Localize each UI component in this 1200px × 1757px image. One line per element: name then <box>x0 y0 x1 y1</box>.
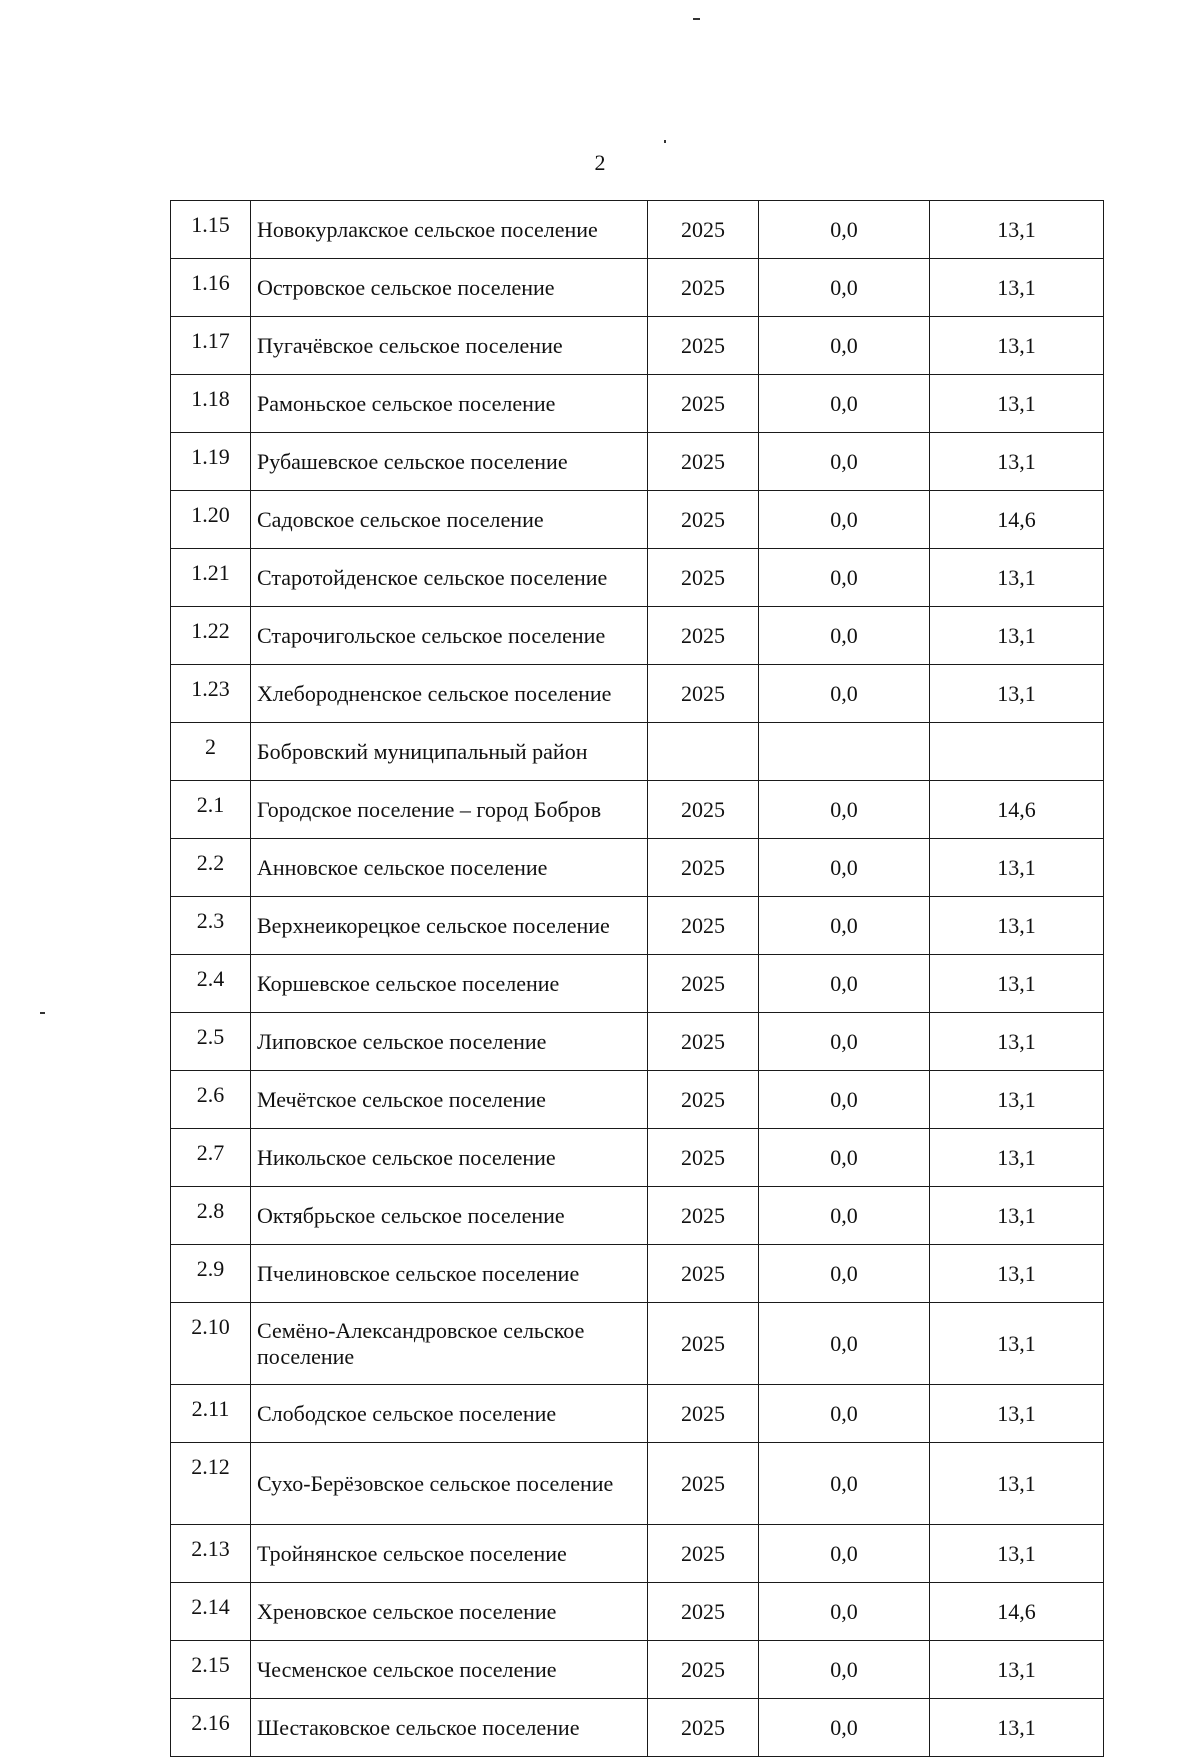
row-number: 2.4 <box>171 955 251 1013</box>
value-1-cell: 0,0 <box>759 1013 930 1071</box>
settlement-name: Хреновское сельское поселение <box>251 1583 648 1641</box>
table-row <box>171 1129 1104 1187</box>
table-row <box>171 549 1104 607</box>
value-2-cell: 13,1 <box>930 375 1104 433</box>
scan-speck <box>40 1012 45 1014</box>
row-number: 2.6 <box>171 1071 251 1129</box>
settlement-name: Рубашевское сельское поселение <box>251 433 648 491</box>
table-row <box>171 1303 1104 1385</box>
value-2-cell: 13,1 <box>930 1187 1104 1245</box>
row-number: 1.17 <box>171 317 251 375</box>
row-number: 1.18 <box>171 375 251 433</box>
year-cell: 2025 <box>648 1443 759 1525</box>
settlement-name: Тройнянское сельское поселение <box>251 1525 648 1583</box>
table-row <box>171 897 1104 955</box>
value-2-cell: 14,6 <box>930 491 1104 549</box>
value-2-cell: 13,1 <box>930 955 1104 1013</box>
row-number: 2.7 <box>171 1129 251 1187</box>
year-cell: 2025 <box>648 1385 759 1443</box>
scan-speck <box>693 18 700 20</box>
value-1-cell: 0,0 <box>759 1443 930 1525</box>
value-2-cell: 13,1 <box>930 1245 1104 1303</box>
settlement-name: Семёно-Александровское сельское поселение <box>251 1303 648 1385</box>
value-2-cell: 13,1 <box>930 897 1104 955</box>
table-row <box>171 955 1104 1013</box>
value-1-cell: 0,0 <box>759 1245 930 1303</box>
scan-speck <box>664 140 666 143</box>
table-row <box>171 1443 1104 1525</box>
year-cell: 2025 <box>648 1013 759 1071</box>
year-cell: 2025 <box>648 201 759 259</box>
year-cell: 2025 <box>648 549 759 607</box>
settlement-name: Пугачёвское сельское поселение <box>251 317 648 375</box>
row-number: 2.2 <box>171 839 251 897</box>
value-1-cell: 0,0 <box>759 1525 930 1583</box>
row-number: 2.15 <box>171 1641 251 1699</box>
value-1-cell: 0,0 <box>759 201 930 259</box>
row-number: 2.9 <box>171 1245 251 1303</box>
settlement-name: Никольское сельское поселение <box>251 1129 648 1187</box>
value-1-cell: 0,0 <box>759 491 930 549</box>
page-number: 2 <box>594 150 606 175</box>
year-cell: 2025 <box>648 433 759 491</box>
year-cell <box>648 723 759 781</box>
value-1-cell: 0,0 <box>759 259 930 317</box>
table-row <box>171 839 1104 897</box>
table-row <box>171 1013 1104 1071</box>
table-row <box>171 1641 1104 1699</box>
year-cell: 2025 <box>648 317 759 375</box>
year-cell: 2025 <box>648 375 759 433</box>
table-row <box>171 665 1104 723</box>
row-number: 1.20 <box>171 491 251 549</box>
value-1-cell: 0,0 <box>759 1385 930 1443</box>
settlement-name: Октябрьское сельское поселение <box>251 1187 648 1245</box>
table-row <box>171 1071 1104 1129</box>
section-row <box>171 723 1104 781</box>
row-number: 1.21 <box>171 549 251 607</box>
value-1-cell: 0,0 <box>759 1303 930 1385</box>
settlement-name: Городское поселение – город Бобров <box>251 781 648 839</box>
year-cell: 2025 <box>648 839 759 897</box>
row-number: 2 <box>171 723 251 781</box>
settlement-name: Анновское сельское поселение <box>251 839 648 897</box>
settlement-name: Островское сельское поселение <box>251 259 648 317</box>
value-2-cell: 13,1 <box>930 1699 1104 1757</box>
settlement-name: Старочигольское сельское поселение <box>251 607 648 665</box>
value-1-cell: 0,0 <box>759 1583 930 1641</box>
row-number: 2.11 <box>171 1385 251 1443</box>
settlement-name: Новокурлакское сельское поселение <box>251 201 648 259</box>
row-number: 1.23 <box>171 665 251 723</box>
year-cell: 2025 <box>648 1641 759 1699</box>
year-cell: 2025 <box>648 897 759 955</box>
value-2-cell: 13,1 <box>930 1443 1104 1525</box>
settlement-name: Верхнеикорецкое сельское поселение <box>251 897 648 955</box>
value-1-cell: 0,0 <box>759 375 930 433</box>
settlement-name: Старотойденское сельское поселение <box>251 549 648 607</box>
value-2-cell: 13,1 <box>930 259 1104 317</box>
row-number: 2.14 <box>171 1583 251 1641</box>
value-2-cell: 13,1 <box>930 1525 1104 1583</box>
table-row <box>171 433 1104 491</box>
value-1-cell: 0,0 <box>759 1641 930 1699</box>
row-number: 1.19 <box>171 433 251 491</box>
settlement-name: Пчелиновское сельское поселение <box>251 1245 648 1303</box>
year-cell: 2025 <box>648 607 759 665</box>
value-1-cell: 0,0 <box>759 665 930 723</box>
settlement-name: Садовское сельское поселение <box>251 491 648 549</box>
year-cell: 2025 <box>648 1583 759 1641</box>
value-2-cell: 13,1 <box>930 1129 1104 1187</box>
table-row <box>171 201 1104 259</box>
settlement-name: Шестаковское сельское поселение <box>251 1699 648 1757</box>
table-row <box>171 1583 1104 1641</box>
value-2-cell: 13,1 <box>930 665 1104 723</box>
year-cell: 2025 <box>648 491 759 549</box>
value-1-cell: 0,0 <box>759 955 930 1013</box>
settlement-name: Мечётское сельское поселение <box>251 1071 648 1129</box>
table-row <box>171 607 1104 665</box>
row-number: 2.16 <box>171 1699 251 1757</box>
value-1-cell: 0,0 <box>759 549 930 607</box>
settlement-name: Чесменское сельское поселение <box>251 1641 648 1699</box>
year-cell: 2025 <box>648 955 759 1013</box>
value-2-cell: 13,1 <box>930 1385 1104 1443</box>
year-cell: 2025 <box>648 1245 759 1303</box>
row-number: 2.5 <box>171 1013 251 1071</box>
value-1-cell: 0,0 <box>759 1071 930 1129</box>
value-2-cell: 14,6 <box>930 781 1104 839</box>
value-2-cell: 13,1 <box>930 1303 1104 1385</box>
value-2-cell: 13,1 <box>930 1071 1104 1129</box>
value-2-cell: 13,1 <box>930 839 1104 897</box>
value-2-cell: 13,1 <box>930 1641 1104 1699</box>
row-number: 1.16 <box>171 259 251 317</box>
value-1-cell: 0,0 <box>759 317 930 375</box>
row-number: 2.13 <box>171 1525 251 1583</box>
table-row <box>171 1525 1104 1583</box>
value-1-cell: 0,0 <box>759 897 930 955</box>
row-number: 1.22 <box>171 607 251 665</box>
year-cell: 2025 <box>648 259 759 317</box>
value-2-cell <box>930 723 1104 781</box>
table-row <box>171 491 1104 549</box>
year-cell: 2025 <box>648 1699 759 1757</box>
year-cell: 2025 <box>648 1525 759 1583</box>
value-1-cell: 0,0 <box>759 607 930 665</box>
value-1-cell: 0,0 <box>759 433 930 491</box>
year-cell: 2025 <box>648 1129 759 1187</box>
value-1-cell: 0,0 <box>759 839 930 897</box>
row-number: 1.15 <box>171 201 251 259</box>
year-cell: 2025 <box>648 1303 759 1385</box>
table-row <box>171 781 1104 839</box>
value-2-cell: 14,6 <box>930 1583 1104 1641</box>
year-cell: 2025 <box>648 1071 759 1129</box>
table-row <box>171 1187 1104 1245</box>
row-number: 2.3 <box>171 897 251 955</box>
value-1-cell <box>759 723 930 781</box>
settlement-name: Слободское сельское поселение <box>251 1385 648 1443</box>
settlement-name: Липовское сельское поселение <box>251 1013 648 1071</box>
settlements-table <box>170 200 1104 1757</box>
table-row <box>171 259 1104 317</box>
value-1-cell: 0,0 <box>759 1129 930 1187</box>
district-name: Бобровский муниципальный район <box>251 723 648 781</box>
row-number: 2.8 <box>171 1187 251 1245</box>
value-1-cell: 0,0 <box>759 781 930 839</box>
settlement-name: Коршевское сельское поселение <box>251 955 648 1013</box>
year-cell: 2025 <box>648 781 759 839</box>
settlement-name: Сухо-Берёзовское сельское поселение <box>251 1443 648 1525</box>
table-row <box>171 1699 1104 1757</box>
year-cell: 2025 <box>648 665 759 723</box>
table-row <box>171 1245 1104 1303</box>
row-number: 2.1 <box>171 781 251 839</box>
table-row <box>171 1385 1104 1443</box>
value-2-cell: 13,1 <box>930 317 1104 375</box>
value-2-cell: 13,1 <box>930 433 1104 491</box>
table-row <box>171 375 1104 433</box>
year-cell: 2025 <box>648 1187 759 1245</box>
value-1-cell: 0,0 <box>759 1187 930 1245</box>
value-2-cell: 13,1 <box>930 549 1104 607</box>
row-number: 2.10 <box>171 1303 251 1385</box>
settlement-name: Рамоньское сельское поселение <box>251 375 648 433</box>
row-number: 2.12 <box>171 1443 251 1525</box>
table-row <box>171 317 1104 375</box>
value-2-cell: 13,1 <box>930 607 1104 665</box>
settlement-name: Хлебородненское сельское поселение <box>251 665 648 723</box>
value-1-cell: 0,0 <box>759 1699 930 1757</box>
value-2-cell: 13,1 <box>930 1013 1104 1071</box>
value-2-cell: 13,1 <box>930 201 1104 259</box>
